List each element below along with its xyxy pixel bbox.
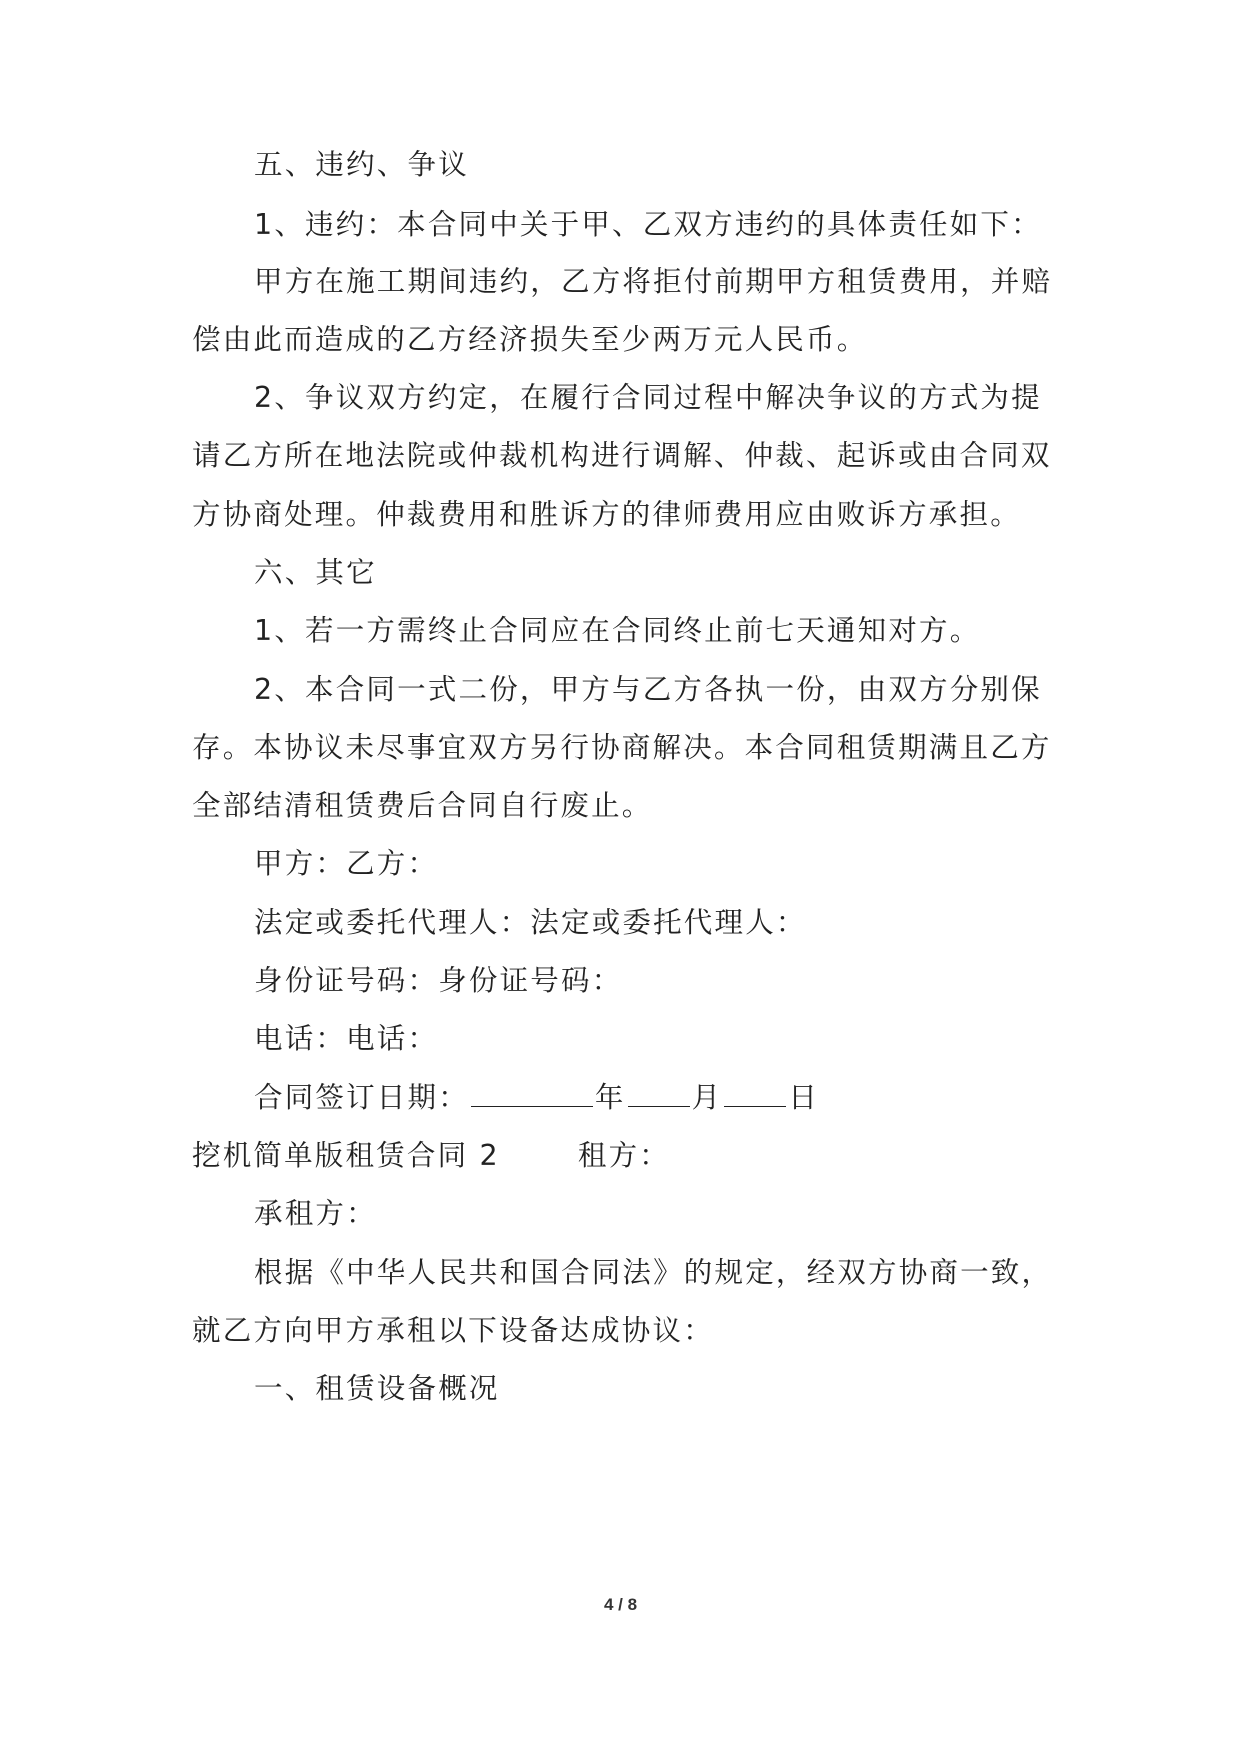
paragraph-line: 方协商处理。仲裁费用和胜诉方的律师费用应由败诉方承担。 [192, 498, 1021, 531]
signature-id-numbers: 身份证号码：身份证号码： [254, 964, 623, 997]
month-blank [628, 1080, 690, 1107]
contract2-title-line [192, 1136, 670, 1176]
paragraph-line: 1、违约：本合同中关于甲、乙双方违约的具体责任如下： [254, 208, 1042, 241]
year-blank [471, 1080, 593, 1107]
signature-agents: 法定或委托代理人：法定或委托代理人： [254, 906, 807, 939]
year-label: 年 [594, 1081, 626, 1114]
paragraph-line: 就乙方向甲方承租以下设备达成协议： [192, 1314, 714, 1347]
page-number: 4 / 8 [603, 1595, 638, 1614]
paragraph-line: 全部结清租赁费后合同自行废止。 [192, 789, 653, 822]
signature-parties: 甲方：乙方： [254, 847, 439, 880]
paragraph-line: 存。本协议未尽事宜双方另行协商解决。本合同租赁期满且乙方 [192, 731, 1052, 764]
signature-phones: 电话：电话： [254, 1022, 439, 1055]
section-heading-equipment: 一、租赁设备概况 [254, 1372, 500, 1405]
paragraph-line: 甲方在施工期间违约，乙方将拒付前期甲方租赁费用，并赔 [254, 265, 1053, 298]
section-heading-other: 六、其它 [254, 556, 377, 589]
month-label: 月 [691, 1081, 723, 1114]
paragraph-line: 2、本合同一式二份，甲方与乙方各执一份，由双方分别保 [254, 673, 1042, 706]
sign-date-label: 合同签订日期： [254, 1081, 469, 1114]
lessee-label: 承租方： [254, 1197, 377, 1230]
paragraph-line: 1、若一方需终止合同应在合同终止前七天通知对方。 [254, 614, 981, 647]
day-label: 日 [788, 1081, 820, 1114]
section-heading-breach-dispute: 五、违约、争议 [254, 148, 469, 181]
paragraph-line: 根据《中华人民共和国合同法》的规定，经双方协商一致， [254, 1256, 1053, 1289]
contract2-title: 挖机简单版租赁合同 2 [192, 1139, 500, 1172]
paragraph-line: 请乙方所在地法院或仲裁机构进行调解、仲裁、起诉或由合同双 [192, 439, 1052, 472]
lessor-label: 租方： [577, 1139, 671, 1172]
paragraph-line: 2、争议双方约定，在履行合同过程中解决争议的方式为提 [254, 381, 1042, 414]
paragraph-line: 偿由此而造成的乙方经济损失至少两万元人民币。 [192, 323, 868, 356]
sign-date-line [254, 1078, 819, 1118]
day-blank [724, 1080, 786, 1107]
